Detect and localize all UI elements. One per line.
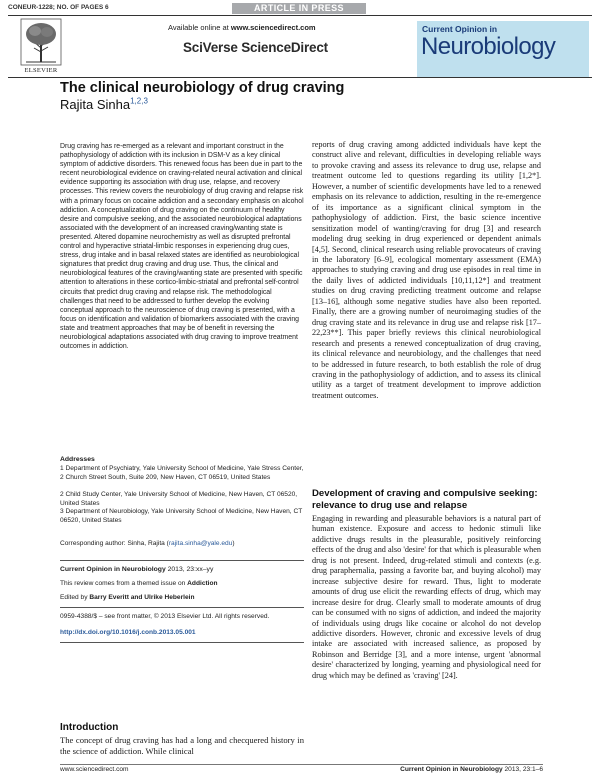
corresponding-suffix: )	[232, 540, 235, 547]
section-body-text: Engaging in rewarding and pleasurable behaviors is a natural part of human existence. Exposure and access to hedonic stimuli like addictive drugs results in the pleasurable, positively reinforcing effects of the drug and also 'desire' for that which is pleasurable when drug is not present. Indeed, drug-related stimuli and contexts (e.g. drug paraphernalia, passing a favorite bar, and buying alcohol) may increase subjective desire for reward. Thus, light to moderate amounts of drug use elicit the rewarding effects of drug, which may increase desire for drug. Clearly small to moderate amounts of drug can be consumed with no signs of addiction, and indeed the majority of individuals using drugs like cocaine or alcohol do not develop addictive disorders. However, chronic and excessive levels of drug intake are associated with increased salience, as proposed by Robinson and Berridge [3], and a more intense, urgent 'abnormal desire' characterized by longing, yearning and physiological need for drug which may be defined as 'craving' [24].	[312, 514, 541, 680]
author-affiliation-marks[interactable]: 1,2,3	[130, 96, 148, 106]
addresses-heading: Addresses	[60, 456, 95, 463]
available-online-line	[168, 23, 316, 32]
editor-names: Barry Everitt and Ulrike Heberlein	[89, 594, 195, 601]
author-email-link[interactable]: rajita.sinha@yale.edu	[168, 540, 233, 547]
journal-title-main: Neurobiology	[421, 33, 556, 60]
footer-url[interactable]: www.sciencedirect.com	[60, 766, 129, 773]
citebox-divider	[60, 560, 304, 561]
elsevier-tree-logo-icon	[20, 18, 62, 66]
edited-by-line	[60, 594, 195, 601]
footer-journal-citation	[400, 766, 543, 773]
publisher-name: ELSEVIER	[24, 67, 58, 74]
sciverse-logo-text: SciVerse ScienceDirect	[183, 40, 328, 55]
edited-prefix: Edited by	[60, 594, 90, 601]
introduction-heading: Introduction	[60, 722, 119, 733]
journal-title-top: Current Opinion in	[422, 24, 498, 34]
journal-citation-volume: 2013, 23:xx–yy	[165, 566, 214, 573]
address-item: 2 Child Study Center, Yale University School of Medicine, New Haven, CT 06520, United States	[60, 491, 298, 507]
themed-issue-note	[60, 580, 218, 587]
article-in-press-banner: ARTICLE IN PRESS	[232, 3, 366, 14]
header-divider	[8, 77, 592, 78]
citebox-divider	[60, 642, 304, 643]
footer-journal-pages: 2013, 23:1–6	[502, 766, 543, 773]
right-column-text: reports of drug craving among addicted individuals have kept the construct alive and relevant, difficulties in developing reliable ways to provoke craving and assess its relevance to drug use, relapse and treatment outcome led to questions regarding its utility [1,2*]. However, a number of scientific developments have led to a renewed emphasis on its relevance to addiction, resulting in the re-emergence of its importance as a significant clinical symptom in the pathophysiology of addiction. First, the basic science incentive sensitization model of wanting/craving for drug [3] and research modeling drug seeking in drug experienced or dependent animals [4,5]. Second, clinical research using reliable provocateurs of craving in the laboratory [6–9], ecological momentary assessment (EMA) approaches to studying craving and drug use episodes in real time in the daily lives of addicted individuals [10,11,12*] and treatment studies on drug craving predicting treatment outcome and relapse [13–16], although some negative studies have also been reported. Finally, there are a growing number of neuroimaging studies of the drug craving state and its relevance in drug use and relapse risk [17–22,23**]. This paper briefly reviews this clinical neurobiological research and presents a renewed conceptualization of drug craving, its clinical relevance and neurobiology, and the challenges that need to be addressed in future research, to both establish the role of drug craving in the pathophysiology of addiction, and to assess its clinical utility as a target of treatment development to improve addiction treatment outcomes.	[312, 140, 541, 400]
footer-journal-name: Current Opinion in Neurobiology	[400, 766, 503, 773]
journal-citation-name: Current Opinion in Neurobiology	[60, 566, 166, 573]
section-heading: Development of craving and compulsive seeking: relevance to drug use and relapse	[312, 488, 538, 511]
issue-prefix: This review comes from a themed issue on	[60, 580, 188, 587]
corresponding-prefix: Corresponding author: Sinha, Rajita (	[60, 540, 169, 547]
manuscript-id: CONEUR-1228; NO. OF PAGES 6	[8, 4, 109, 11]
abstract: Drug craving has re-emerged as a relevant and important construct in the pathophysiology of addiction with its inclusion in DSM-V as a key clinical symptom of addictive disorders. This renewed focus has been due in part to the recent neurobiological evidence on craving-related neural activation and clinical evidence supporting its association with drug use, relapse, and recovery processes. This review covers the neurobiology of drug craving and relapse risk with a primary focus on cocaine addiction and a secondary emphasis on alcohol addiction. A conceptualization of drug craving on the continuum of healthy desire and compulsive seeking, and the associated neurobiological adaptations associated with the development of an increased craving/wanting state is presented. Altered dopamine neurochemistry as well as disrupted prefrontal control and hyperactive striatal-limbic responses in experiencing drug cues, stress, drug intake and in basal relaxed states are identified as neurobiological signatures that predict drug craving and drug use. Thus, the clinical and neurobiological features of the craving/wanting state are presented with specific attention to alterations in these cortico-limbic-striatal and prefrontal self-control circuits that predict drug craving and relapse risk. The methodological challenges that need to be addressed to further develop the evolving conceptual approach to the neuroscience of drug craving is presented, with a focus on identification and validation of biomarkers associated with the craving state and treatment approaches that may be of benefit in reversing the neurobiological adaptations associated with drug craving to improve treatment outcomes in addiction.	[60, 143, 304, 351]
introduction-text: The concept of drug craving has had a long and checquered history in the science of addiction. While clinical	[60, 735, 304, 756]
article-title: The clinical neurobiology of drug craving	[60, 80, 345, 96]
corresponding-author	[60, 540, 304, 547]
doi-link[interactable]: http://dx.doi.org/10.1016/j.conb.2013.05.001	[60, 629, 196, 636]
available-prefix: Available online at	[168, 23, 231, 32]
issn-copyright: 0959-4388/$ – see front matter, © 2013 Elsevier Ltd. All rights reserved.	[60, 613, 270, 620]
journal-citation	[60, 566, 213, 573]
author-line	[60, 97, 148, 112]
address-item: 1 Department of Psychiatry, Yale University School of Medicine, Yale Stress Center, 2 Church Street South, Suite 209, New Haven, CT 06519, United States	[60, 465, 304, 481]
footer-divider	[60, 764, 543, 765]
address-item: 3 Department of Neurobiology, Yale University School of Medicine, New Haven, CT 06520, United States	[60, 508, 303, 524]
issue-theme: Addiction	[187, 580, 218, 587]
top-divider	[8, 15, 592, 16]
author-name: Rajita Sinha	[60, 97, 131, 112]
sciencedirect-link[interactable]: www.sciencedirect.com	[230, 23, 316, 32]
